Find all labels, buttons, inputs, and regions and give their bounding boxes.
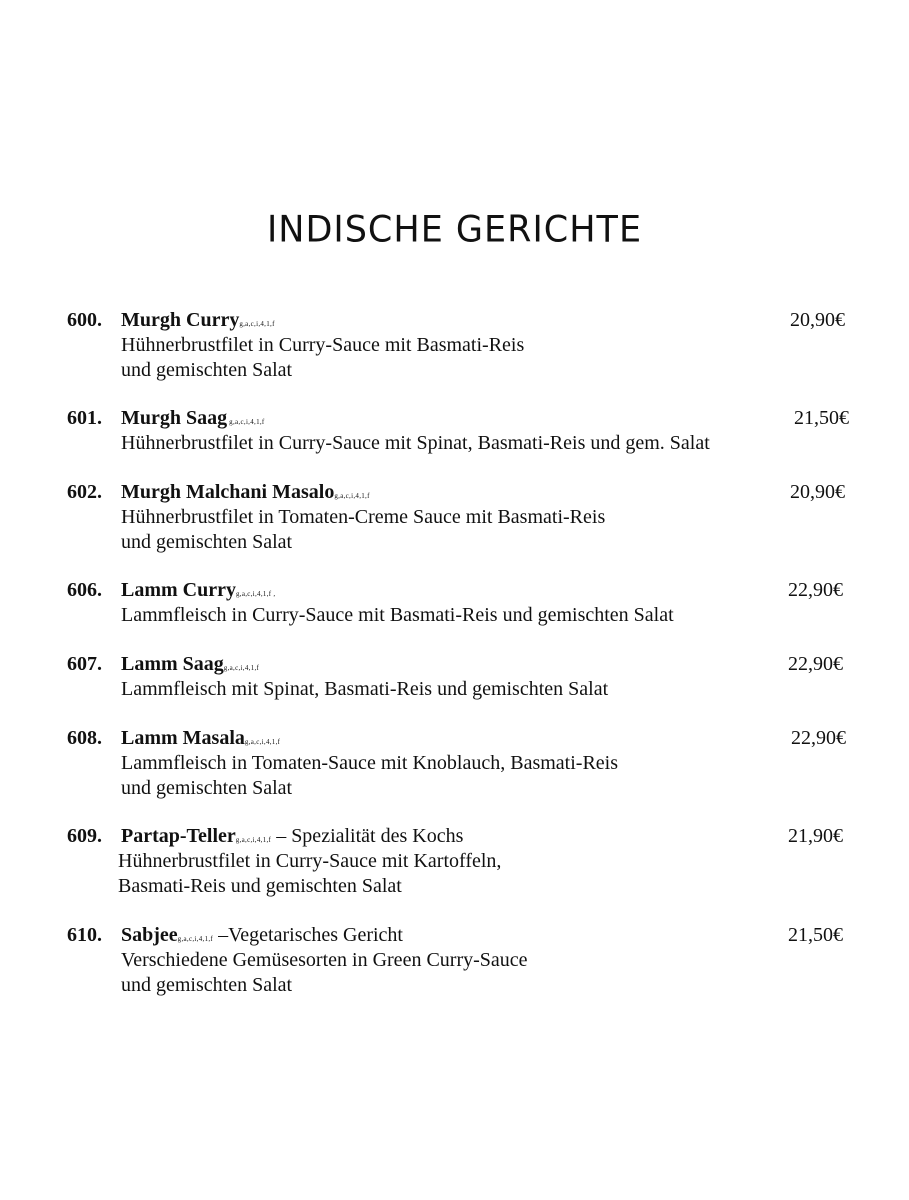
item-price: 20,90€ [790, 481, 845, 503]
item-price: 22,90€ [788, 653, 843, 675]
item-allergens: g,a,c,i,4,1,f [227, 418, 265, 426]
item-price: 21,50€ [794, 407, 849, 429]
item-name: Sabjee [121, 924, 178, 946]
item-description: Lammfleisch in Curry-Sauce mit Basmati-Reis und gemischten Salat [121, 604, 674, 626]
item-description: Hühnerbrustfilet in Curry-Sauce mit Basmati-Reis [121, 334, 525, 356]
item-allergens: g,a,c,i,4,1,f [223, 664, 260, 672]
item-suffix: –Vegetarisches Gericht [213, 924, 403, 946]
item-name: Lamm Curry [121, 579, 236, 601]
item-description: Hühnerbrustfilet in Curry-Sauce mit Kartoffeln, [118, 850, 502, 872]
item-number: 606. [67, 579, 102, 601]
menu-item-602 [0, 480, 909, 578]
item-name: Partap-Teller [121, 825, 236, 847]
menu-item-608 [0, 726, 909, 824]
item-allergens: g,a,c,i,4,1,f [334, 492, 370, 500]
menu-item-600 [0, 308, 909, 406]
item-number: 600. [67, 309, 102, 331]
menu-item-610 [0, 923, 909, 998]
item-description: Hühnerbrustfilet in Tomaten-Creme Sauce mit Basmati-Reis [121, 506, 606, 528]
item-allergens: g,a,c,i,4,1,f [177, 935, 214, 943]
item-name: Lamm Saag [121, 653, 224, 675]
menu-item-609 [0, 824, 909, 923]
menu-item-606 [0, 578, 909, 652]
menu-item-601 [0, 406, 909, 480]
item-name: Murgh Curry [121, 309, 240, 331]
page-title: INDISCHE GERICHTE [266, 209, 643, 251]
item-name: Murgh Saag [121, 407, 228, 429]
item-allergens: g,a,c,i,4,1,f [235, 836, 272, 844]
menu-item-607 [0, 652, 909, 726]
item-description: und gemischten Salat [121, 359, 293, 381]
item-price: 21,50€ [788, 924, 843, 946]
item-allergens: g,a,c,i,4,1,f [244, 738, 281, 746]
item-allergens: g,a,c,i,4,1,f [239, 320, 275, 328]
item-suffix: – Spezialität des Kochs [271, 825, 464, 847]
item-number: 607. [67, 653, 102, 675]
item-description: Lammfleisch in Tomaten-Sauce mit Knoblauch, Basmati-Reis [121, 752, 619, 774]
item-description: Hühnerbrustfilet in Curry-Sauce mit Spinat, Basmati-Reis und gem. Salat [121, 432, 710, 454]
item-number: 601. [67, 407, 102, 429]
menu-list [0, 308, 909, 998]
item-price: 22,90€ [791, 727, 846, 749]
item-description: Lammfleisch mit Spinat, Basmati-Reis und gemischten Salat [121, 678, 609, 700]
item-name: Lamm Masala [121, 727, 245, 749]
item-name: Murgh Malchani Masalo [121, 481, 335, 503]
item-price: 20,90€ [790, 309, 845, 331]
item-number: 608. [67, 727, 102, 749]
item-number: 602. [67, 481, 102, 503]
item-description: und gemischten Salat [121, 777, 293, 799]
item-description: und gemischten Salat [121, 974, 293, 996]
item-description: und gemischten Salat [121, 531, 293, 553]
item-description: Basmati-Reis und gemischten Salat [118, 875, 402, 897]
item-number: 609. [67, 825, 102, 847]
item-price: 22,90€ [788, 579, 843, 601]
item-price: 21,90€ [788, 825, 843, 847]
item-description: Verschiedene Gemüsesorten in Green Curry-Sauce [121, 949, 528, 971]
item-allergens: g,a,c,i,4,1,f , [235, 590, 276, 598]
item-number: 610. [67, 924, 102, 946]
